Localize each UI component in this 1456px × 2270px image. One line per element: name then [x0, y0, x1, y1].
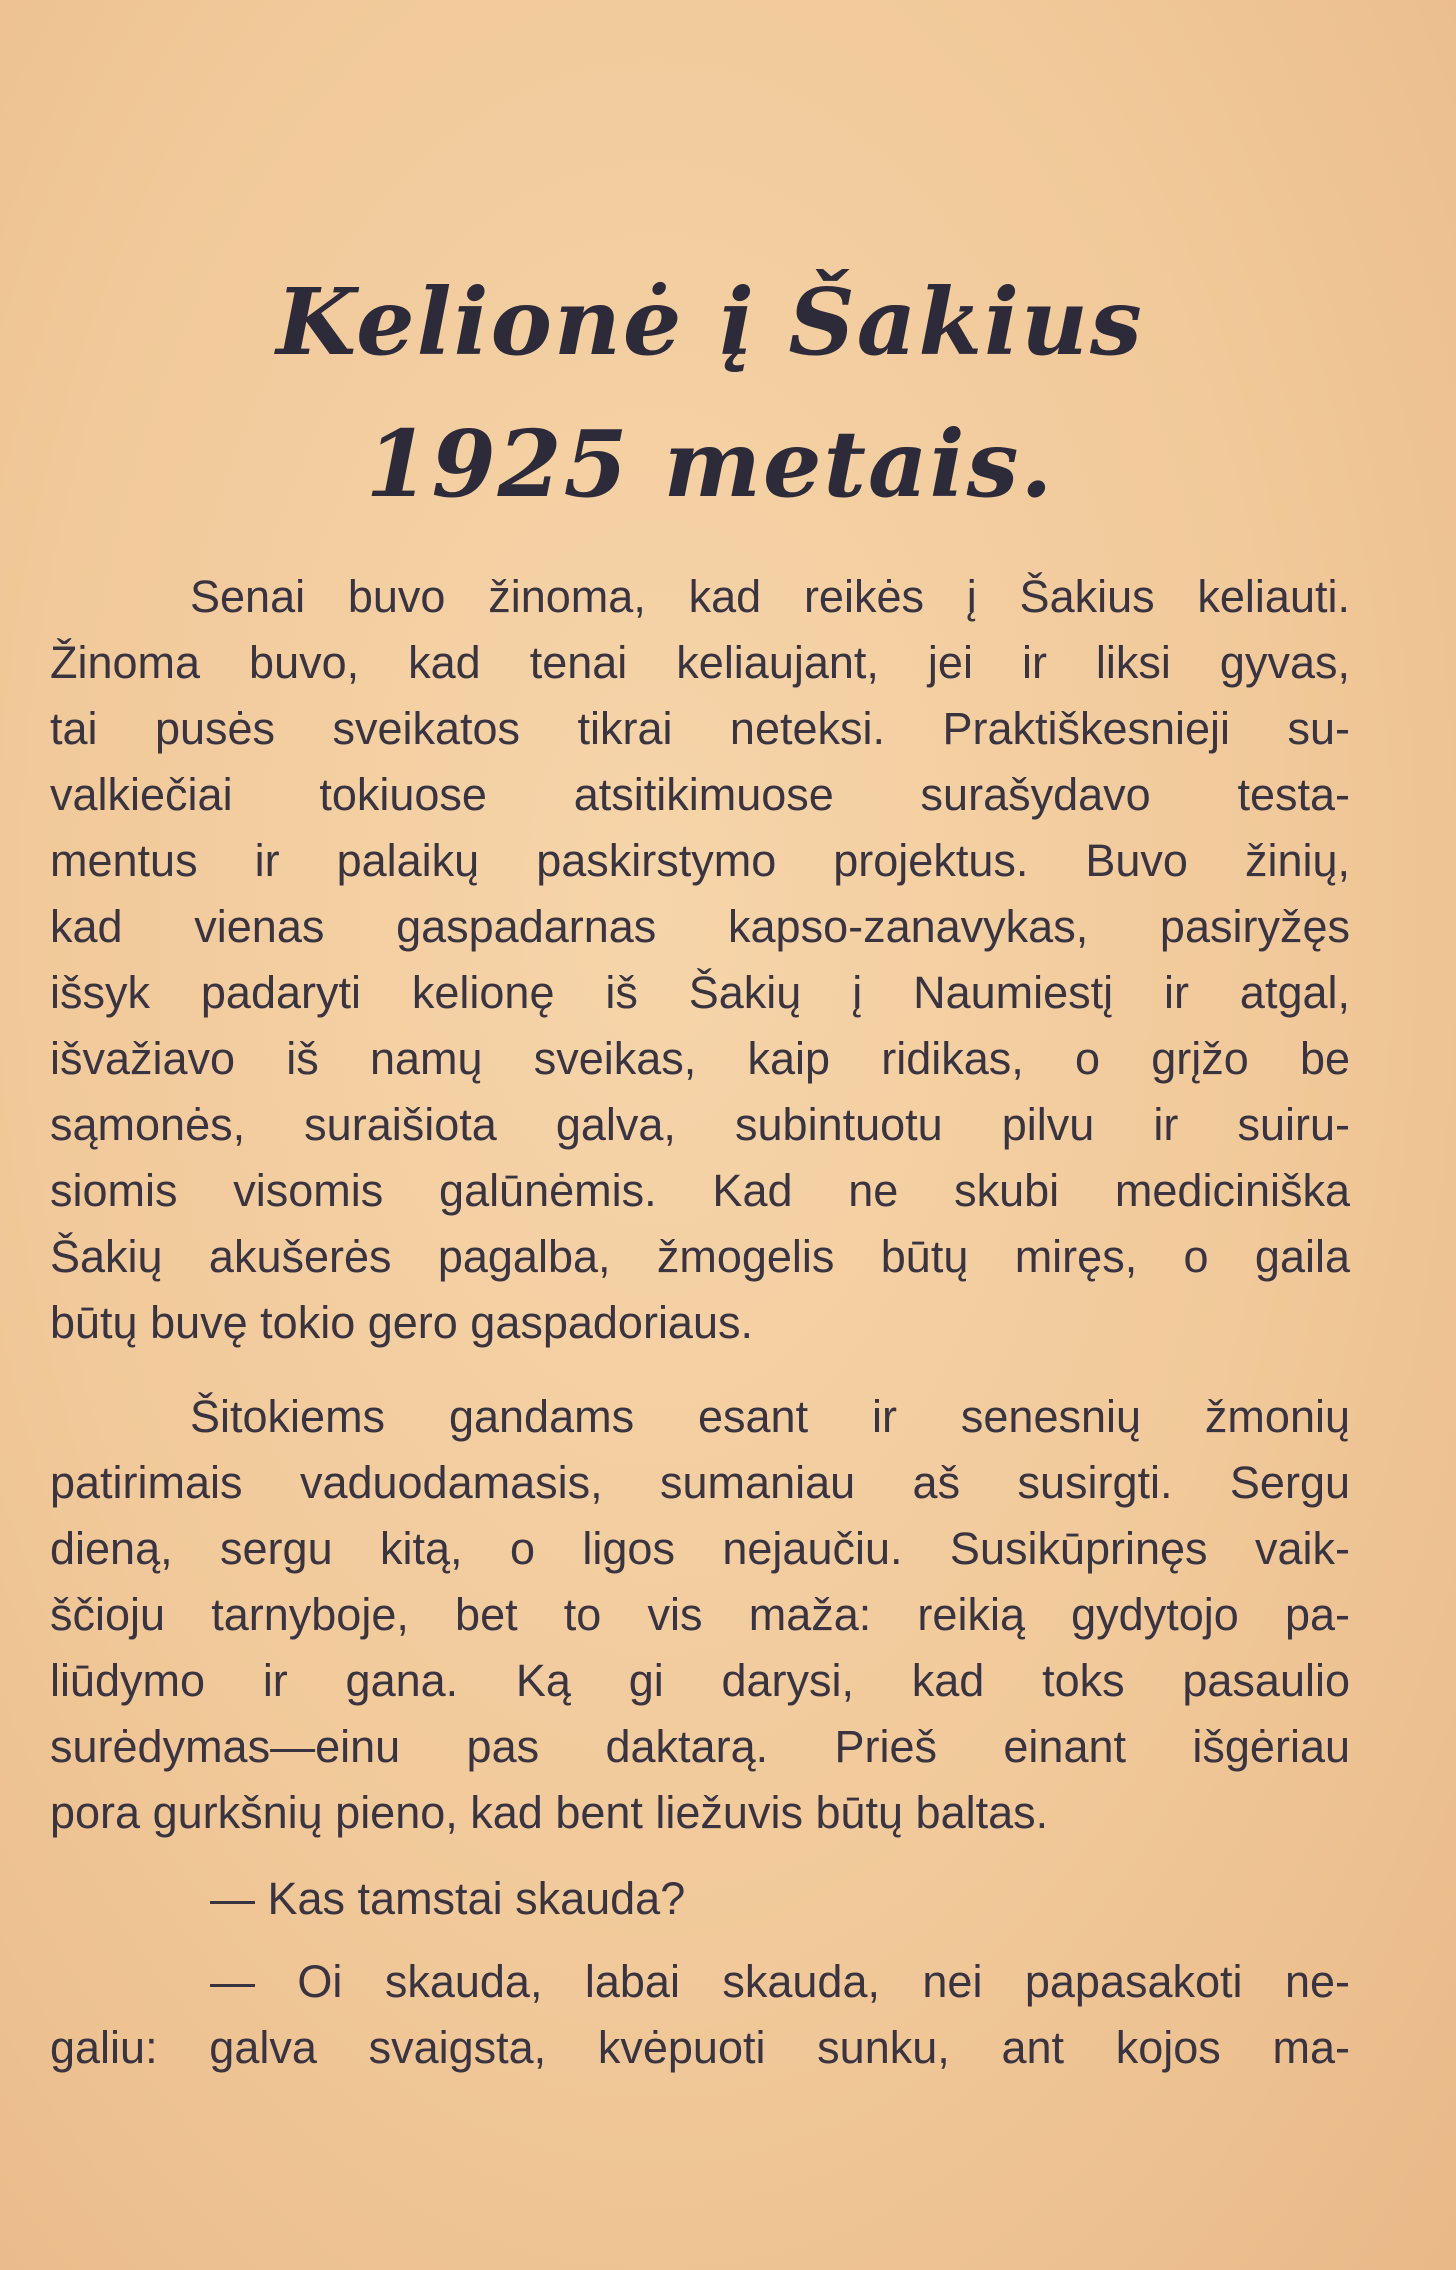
- text-line: mentus ir palaikų paskirstymo projektus. Buvo žinių,: [50, 835, 1350, 886]
- text-line: būtų buvę tokio gero gaspadoriaus.: [50, 1297, 753, 1348]
- text-line: patirimais vaduodamasis, sumaniau aš susirgti. Sergu: [50, 1457, 1350, 1508]
- chapter-title-line-1: Kelionė į Šakius: [276, 268, 1144, 376]
- text-line: galiu: galva svaigsta, kvėpuoti sunku, ant kojos ma-: [50, 2022, 1350, 2073]
- dialogue-line: — Oi skauda, labai skauda, nei papasakoti ne-: [210, 1956, 1350, 2007]
- text-line: kad vienas gaspadarnas kapso-zanavykas, pasiryžęs: [50, 901, 1350, 952]
- chapter-title-line-2: 1925 metais.: [365, 410, 1055, 518]
- text-line: ščioju tarnyboje, bet to vis maža: reikią gydytojo pa-: [50, 1589, 1350, 1640]
- text-line: valkiečiai tokiuose atsitikimuose surašydavo testa-: [50, 769, 1350, 820]
- text-line: Senai buvo žinoma, kad reikės į Šakius keliauti.: [190, 571, 1350, 622]
- text-line: dieną, sergu kitą, o ligos nejaučiu. Susikūprinęs vaik-: [50, 1523, 1350, 1574]
- text-line: Šitokiems gandams esant ir senesnių žmonių: [190, 1391, 1350, 1442]
- text-line: Šakių akušerės pagalba, žmogelis būtų miręs, o gaila: [50, 1231, 1350, 1282]
- text-line: išsyk padaryti kelionę iš Šakių į Naumiestį ir atgal,: [50, 967, 1350, 1018]
- text-line: surėdymas—einu pas daktarą. Prieš einant išgėriau: [50, 1721, 1350, 1772]
- text-line: Žinoma buvo, kad tenai keliaujant, jei ir liksi gyvas,: [50, 637, 1350, 688]
- text-line: išvažiavo iš namų sveikas, kaip ridikas, o grįžo be: [50, 1033, 1350, 1084]
- text-line: pora gurkšnių pieno, kad bent liežuvis būtų baltas.: [50, 1787, 1049, 1838]
- text-line: tai pusės sveikatos tikrai neteksi. Praktiškesnieji su-: [50, 703, 1350, 754]
- dialogue-line: — Kas tamstai skauda?: [210, 1873, 686, 1924]
- text-line: siomis visomis galūnėmis. Kad ne skubi mediciniška: [50, 1165, 1350, 1216]
- text-line: sąmonės, suraišiota galva, subintuotu pilvu ir suiru-: [50, 1099, 1350, 1150]
- text-line: liūdymo ir gana. Ką gi darysi, kad toks pasaulio: [50, 1655, 1350, 1706]
